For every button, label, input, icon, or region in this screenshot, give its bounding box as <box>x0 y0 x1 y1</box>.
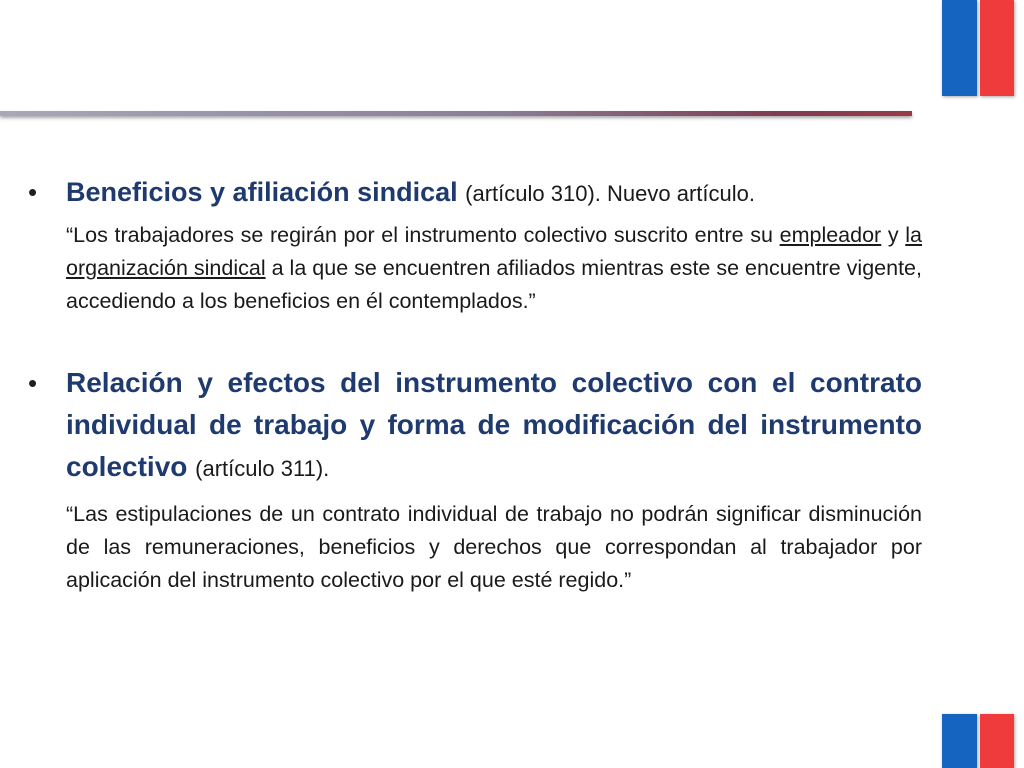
article-quote <box>66 219 922 318</box>
header-divider <box>0 111 912 116</box>
underlined-term-empleador: empleador <box>779 223 882 247</box>
flag-blue-stripe <box>942 0 977 96</box>
heading-title: Relación y efectos del instrumento colectivo con el contrato individual de trabajo y forma de modificación del instrumento colectivo <box>66 367 922 482</box>
bullet-section-relacion <box>26 362 922 597</box>
quote-text: “Los trabajadores se regirán por el instrumento colectivo suscrito entre su <box>66 223 780 247</box>
corner-flag-top <box>942 0 1014 96</box>
bullet-section-beneficios <box>26 172 922 318</box>
quote-text: y <box>881 223 906 247</box>
section-heading <box>66 362 922 490</box>
corner-flag-bottom <box>942 714 1014 768</box>
article-quote: “Las estipulaciones de un contrato individual de trabajo no podrán significar disminución de las remuneraciones, beneficios y derechos que correspondan al trabajador por aplicación del instrumento colectivo por el que esté regido.” <box>66 502 922 592</box>
flag-blue-stripe <box>942 714 977 768</box>
slide-content <box>26 172 922 597</box>
flag-red-stripe <box>980 714 1015 768</box>
bullet-marker: • <box>28 368 38 398</box>
quote-text: a la que se encuentren afiliados mientras este se encuentre vigente, accediendo a los beneficios en él contemplados.” <box>66 256 922 313</box>
heading-title: Beneficios y afiliación sindical <box>66 177 458 207</box>
section-heading <box>66 172 922 214</box>
article-reference: (artículo 310). Nuevo artículo. <box>465 181 755 206</box>
article-reference: (artículo 311). <box>195 456 330 481</box>
bullet-marker: • <box>28 177 38 207</box>
flag-red-stripe <box>980 0 1015 96</box>
underlined-term-organizacion: la organización sindical <box>66 223 922 280</box>
